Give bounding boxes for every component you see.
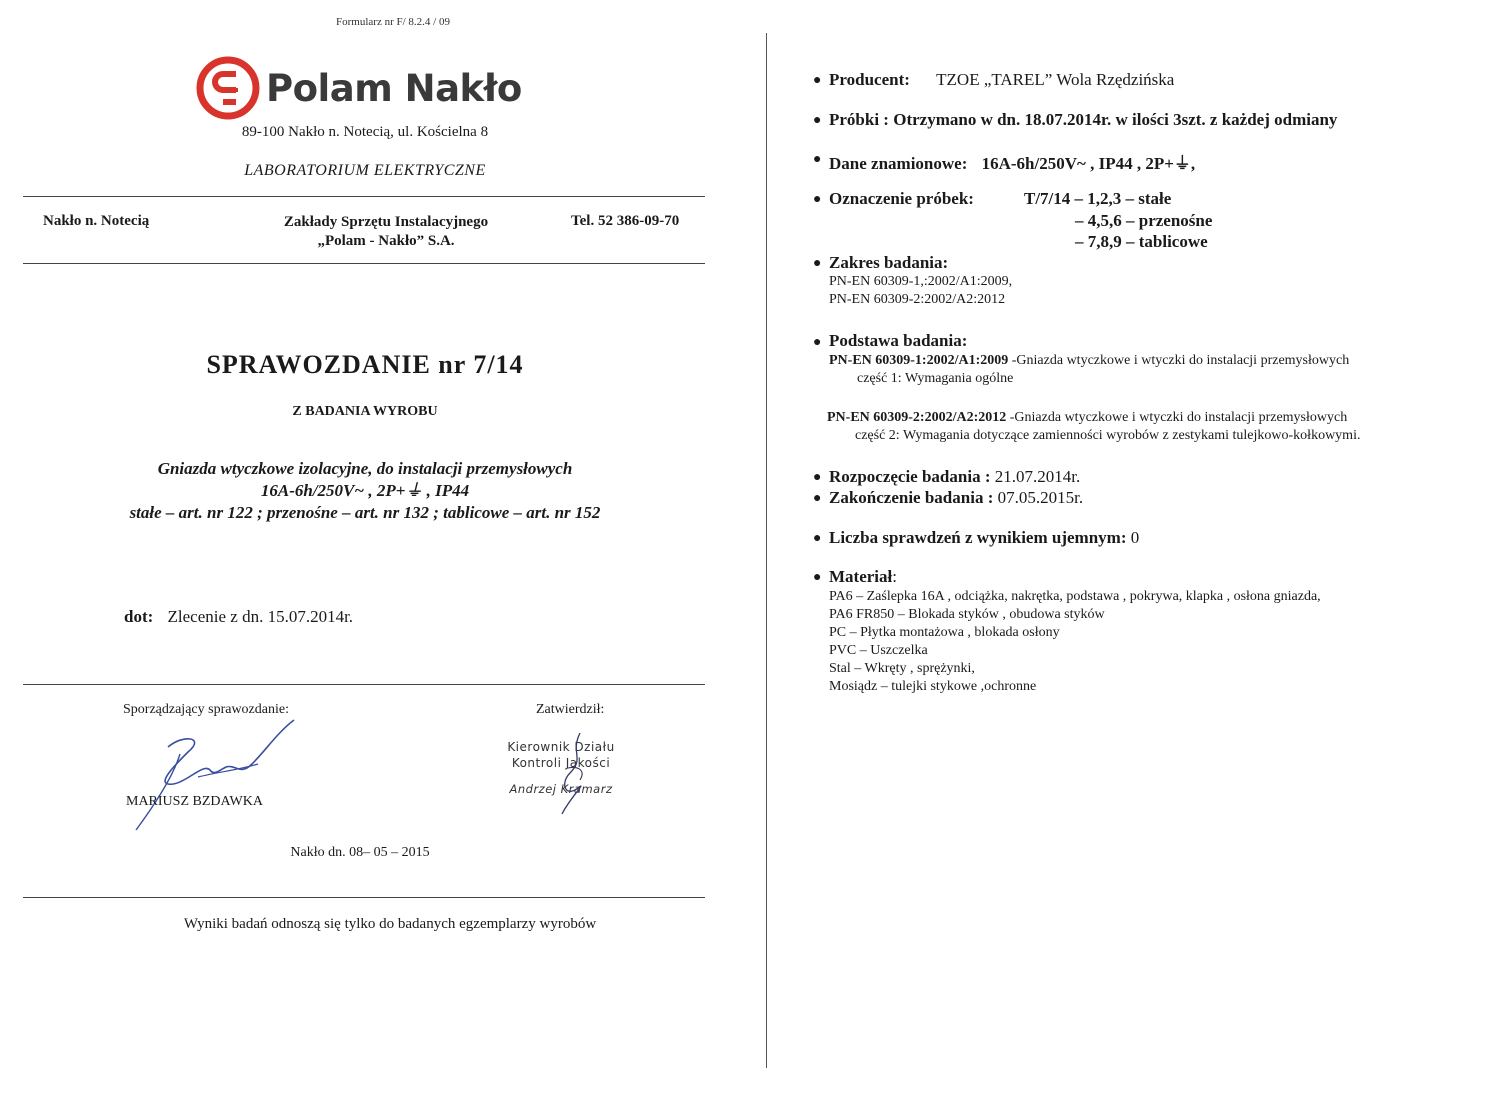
bullet-icon: ● <box>813 335 822 350</box>
bullet-icon: ● <box>813 491 822 506</box>
report-subtitle: Z BADANIA WYROBU <box>292 404 438 419</box>
material-item: Stal – Wkręty , sprężynki, <box>829 661 975 676</box>
polam-logo-icon <box>196 56 260 120</box>
divider-top <box>23 196 705 197</box>
marking-line-2: – 4,5,6 – przenośne <box>1075 211 1213 230</box>
signature-bzdawka <box>128 712 308 834</box>
header-company-line1: Zakłady Sprzętu Instalacyjnego <box>283 214 489 230</box>
material-label <box>829 567 897 587</box>
bullet-icon: ● <box>813 531 822 546</box>
rating-value: 16A-6h/250V~ , IP44 , 2P+⏚, <box>981 154 1196 173</box>
scope-item: PN-EN 60309-2:2002/A2:2012 <box>829 292 1006 307</box>
basis-1-text: -Gniazda wtyczkowe i wtyczki do instalacji przemysłowych <box>1008 353 1350 368</box>
divider-footer <box>23 897 705 898</box>
page-divider <box>766 33 767 1068</box>
bullet-icon: ● <box>813 470 822 485</box>
scope-item: PN-EN 60309-1,:2002/A1:2009, <box>829 274 1013 289</box>
product-line-1: Gniazda wtyczkowe izolacyjne, do instalacji przemysłowych <box>157 459 573 478</box>
form-number: Formularz nr F/ 8.2.4 / 09 <box>336 16 450 28</box>
bullet-icon: ● <box>813 256 822 271</box>
material-item: Mosiądz – tulejki stykowe ,ochronne <box>829 679 1037 694</box>
stamp-line-1: Kierownik Działu <box>507 740 615 754</box>
basis-2-text: -Gniazda wtyczkowe i wtyczki do instalacji przemysłowych <box>1006 410 1348 425</box>
scope-list <box>829 273 1012 309</box>
basis-1-part: część 1: Wymagania ogólne <box>857 371 1014 386</box>
approved-by-label: Zatwierdził: <box>536 702 605 717</box>
marking-label: Oznaczenie próbek: <box>829 189 974 208</box>
material-item: PA6 – Zaślepka 16A , odciążka, nakrętka, podstawa , pokrywa, klapka , osłona gniazda, <box>829 589 1321 604</box>
stamp-line-2: Kontroli Jakości <box>511 756 611 770</box>
samples-row: Próbki : Otrzymano w dn. 18.07.2014r. w ilości 3szt. z każdej odmiany <box>829 110 1338 129</box>
product-line-2: 16A-6h/250V~ , 2P+⏚ , IP44 <box>260 481 470 500</box>
signature-kramarz <box>540 728 620 818</box>
materials-list <box>829 588 1321 696</box>
divider-header <box>23 263 705 264</box>
end-label: Zakończenie badania : <box>829 488 994 507</box>
negative-label: Liczba sprawdzeń z wynikiem ujemnym: <box>829 528 1127 547</box>
order-text: Zlecenie z dn. 15.07.2014r. <box>167 607 354 626</box>
product-line-3: stałe – art. nr 122 ; przenośne – art. nr 132 ; tablicowe – art. nr 152 <box>129 503 601 522</box>
basis-item-2 <box>827 409 1360 445</box>
material-colon: : <box>892 567 897 586</box>
bullet-icon: ● <box>813 73 822 88</box>
header-company <box>276 213 496 251</box>
bullet-icon: ● <box>813 570 822 585</box>
negative-row <box>829 528 1139 548</box>
rating-label: Dane znamionowe: <box>829 154 968 173</box>
basis-item-1 <box>829 352 1349 388</box>
basis-label: Podstawa badania: <box>829 331 968 350</box>
logo-text: Polam Nakło <box>266 66 522 110</box>
product-description <box>0 458 730 524</box>
start-row <box>829 467 1080 487</box>
divider-signatures <box>23 684 705 685</box>
bullet-icon: ● <box>813 192 822 207</box>
negative-value: 0 <box>1130 528 1140 547</box>
prepared-by-name: MARIUSZ BZDAWKA <box>126 794 263 809</box>
start-value: 21.07.2014r. <box>994 467 1081 486</box>
material-item: PA6 FR850 – Blokada styków , obudowa styków <box>829 607 1105 622</box>
producer-value: TZOE „TAREL” Wola Rzędzińska <box>936 70 1175 89</box>
header-phone: Tel. 52 386-09-70 <box>571 213 680 229</box>
end-row <box>829 488 1083 508</box>
material-item: PC – Płytka montażowa , blokada osłony <box>829 625 1060 640</box>
start-label: Rozpoczęcie badania : <box>829 467 991 486</box>
marking-line-1: T/7/14 – 1,2,3 – stałe <box>1024 189 1172 208</box>
prepared-by-label: Sporządzający sprawozdanie: <box>123 702 289 717</box>
report-title: SPRAWOZDANIE nr 7/14 <box>206 350 524 379</box>
lab-name: LABORATORIUM ELEKTRYCZNE <box>244 162 486 179</box>
scope-label: Zakres badania: <box>829 253 949 272</box>
bullet-icon: ● <box>813 152 822 167</box>
order-reference <box>124 607 353 627</box>
basis-2-code: PN-EN 60309-2:2002/A2:2012 <box>827 410 1007 425</box>
producer-label: Producent: <box>829 70 910 89</box>
end-value: 07.05.2015r. <box>997 488 1084 507</box>
marking-line-3: – 7,8,9 – tablicowe <box>1075 232 1208 251</box>
basis-2-part: część 2: Wymagania dotyczące zamienności wyrobów z zestykami tulejkowo-kołkowymi. <box>855 428 1361 443</box>
order-label: dot: <box>124 607 154 626</box>
bullet-icon: ● <box>813 113 822 128</box>
stamp-name: Andrzej Kramarz <box>509 782 613 796</box>
header-location: Nakło n. Notecią <box>43 213 150 229</box>
footer-note: Wyniki badań odnoszą się tylko do badanych egzemplarzy wyrobów <box>183 916 597 932</box>
producer-row <box>829 70 1174 90</box>
company-logo <box>196 56 522 120</box>
company-address: 89-100 Nakło n. Notecią, ul. Kościelna 8 <box>241 124 489 140</box>
material-label-text: Materiał <box>829 567 893 586</box>
header-company-line2: „Polam - Nakło” S.A. <box>317 233 455 249</box>
basis-1-code: PN-EN 60309-1:2002/A1:2009 <box>829 353 1009 368</box>
rating-row <box>829 149 1195 174</box>
material-item: PVC – Uszczelka <box>829 643 928 658</box>
place-and-date: Nakło dn. 08– 05 – 2015 <box>290 845 430 860</box>
